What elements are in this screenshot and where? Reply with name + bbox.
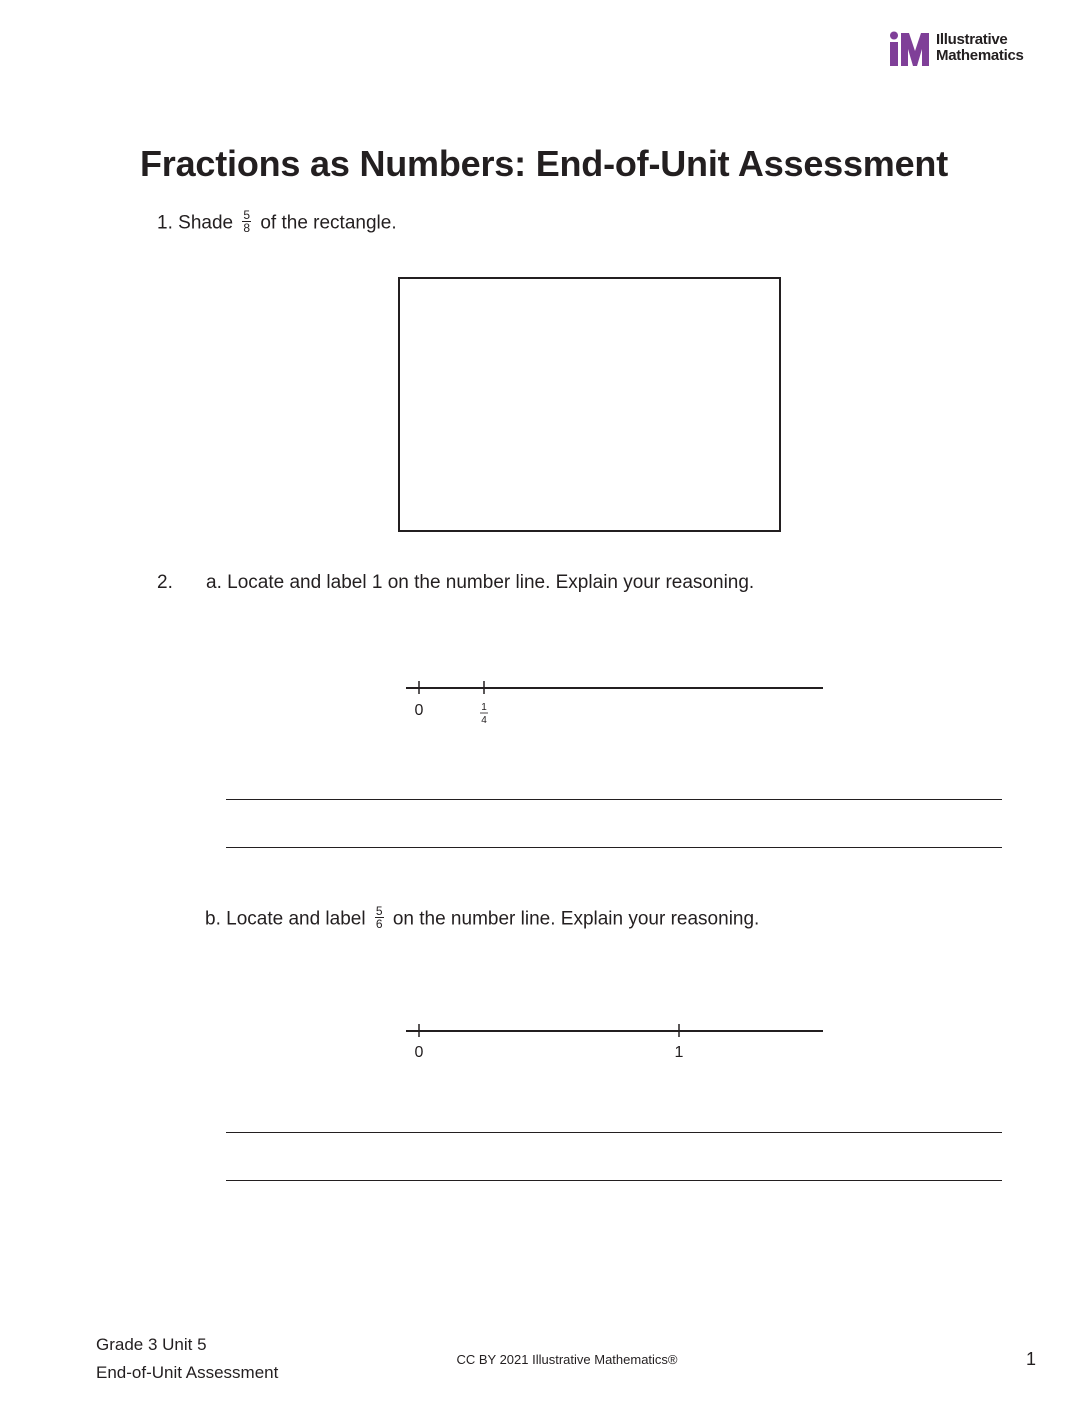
im-logo-icon (889, 31, 931, 67)
shading-rectangle[interactable] (398, 277, 781, 532)
logo-wordmark (936, 32, 1024, 64)
question-1 (157, 208, 397, 236)
question-2b-text-after: on the number line. Explain your reasoning. (392, 908, 760, 930)
fraction-five-eighths (242, 209, 251, 234)
number-line-b-label-0: 0 (414, 1044, 424, 1061)
question-2b-prompt (205, 904, 760, 932)
number-line-a-label-denominator: 4 (481, 715, 487, 726)
question-2-number: 2. (157, 572, 173, 593)
number-line-a[interactable] (404, 672, 824, 732)
logo-word-illustrative: Illustrative (936, 31, 1008, 48)
footer-grade-unit: Grade 3 Unit 5 (96, 1335, 207, 1354)
fraction-five-sixths (375, 905, 384, 930)
answer-line[interactable] (226, 1132, 1002, 1133)
question-2b-text-before: b. Locate and label (205, 908, 366, 930)
illustrative-mathematics-logo (889, 31, 1039, 67)
fraction-denominator: 8 (243, 221, 251, 235)
footer-assessment-name: End-of-Unit Assessment (96, 1363, 279, 1382)
fraction-denominator: 6 (375, 917, 383, 931)
question-1-number: 1. (157, 212, 173, 234)
number-line-b-label-1: 1 (674, 1044, 684, 1061)
number-line-a-label-0: 0 (414, 702, 424, 719)
page-title: Fractions as Numbers: End-of-Unit Assessment (139, 143, 949, 184)
answer-line[interactable] (226, 1180, 1002, 1181)
fraction-numerator: 5 (243, 208, 251, 222)
question-1-text-before: Shade (178, 212, 234, 234)
logo-word-mathematics: Mathematics (936, 47, 1024, 64)
answer-line[interactable] (226, 799, 1002, 800)
number-line-a-label-numerator: 1 (481, 702, 487, 713)
fraction-numerator: 5 (375, 904, 383, 918)
answer-line[interactable] (226, 847, 1002, 848)
page-number: 1 (1026, 1349, 1037, 1369)
number-line-b[interactable] (404, 1015, 824, 1075)
question-2a-prompt: a. Locate and label 1 on the number line. Explain your reasoning. (206, 572, 755, 593)
footer-copyright: CC BY 2021 Illustrative Mathematics® (456, 1352, 678, 1367)
question-1-text-after: of the rectangle. (260, 212, 397, 234)
